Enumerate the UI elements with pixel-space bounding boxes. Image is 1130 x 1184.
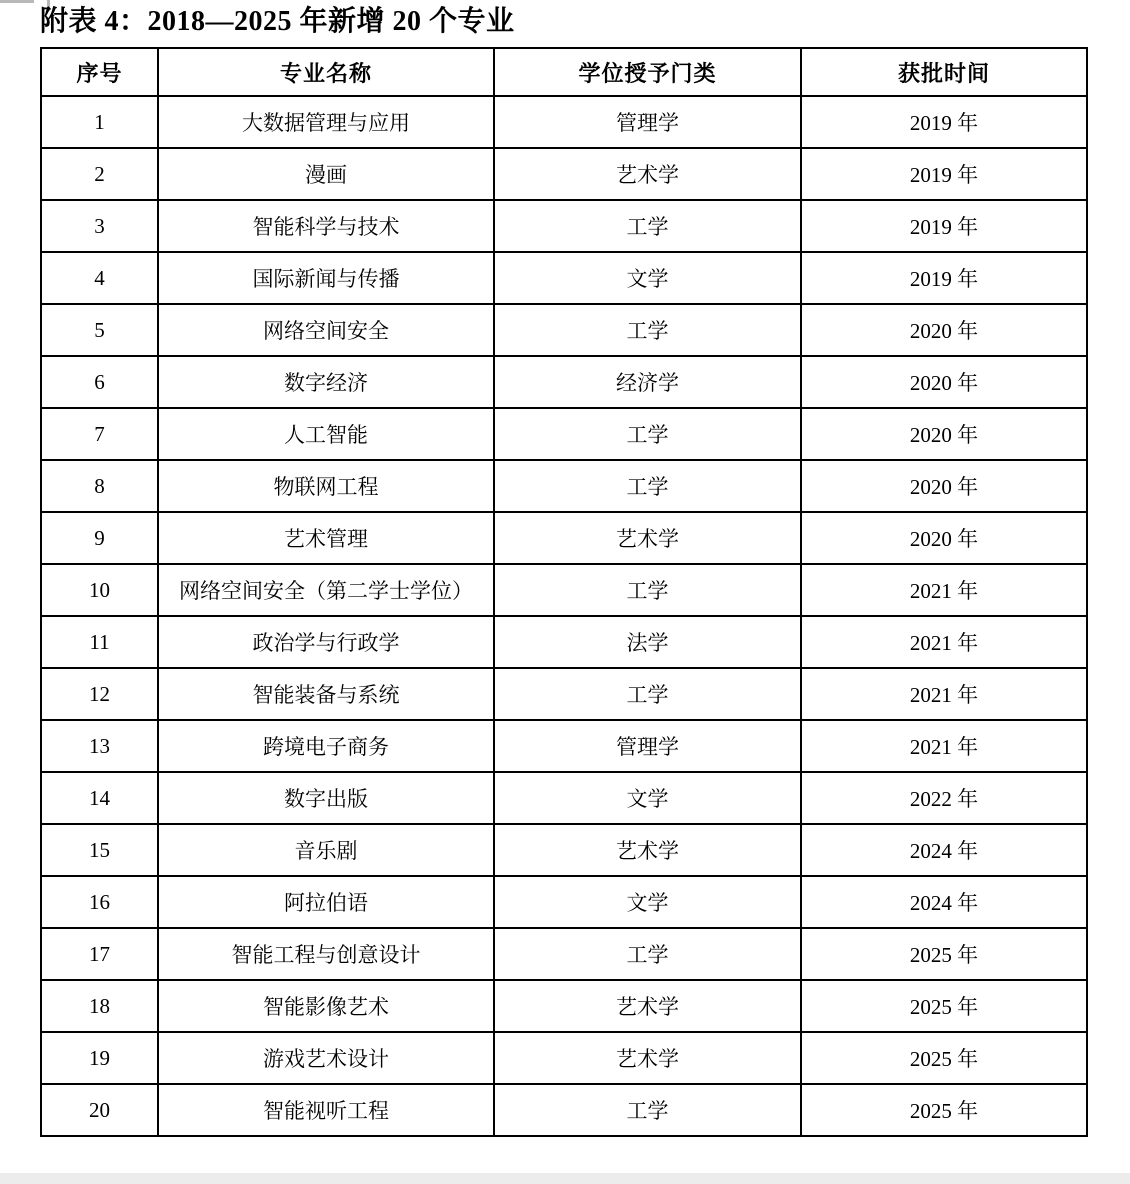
major-name-cell: 网络空间安全	[158, 304, 494, 356]
major-name-cell: 智能工程与创意设计	[158, 928, 494, 980]
table-row	[41, 148, 1087, 200]
row-number-cell: 9	[41, 512, 158, 564]
major-name-cell: 智能视听工程	[158, 1084, 494, 1136]
approval-time-cell: 2020 年	[801, 304, 1087, 356]
table-row	[41, 512, 1087, 564]
column-header-index: 序号	[41, 48, 158, 96]
table-row	[41, 1032, 1087, 1084]
table-row	[41, 928, 1087, 980]
row-number-cell: 2	[41, 148, 158, 200]
approval-time-cell: 2019 年	[801, 96, 1087, 148]
major-name-cell: 国际新闻与传播	[158, 252, 494, 304]
major-name-cell: 数字出版	[158, 772, 494, 824]
row-number-cell: 15	[41, 824, 158, 876]
row-number-cell: 17	[41, 928, 158, 980]
row-number-cell: 18	[41, 980, 158, 1032]
column-header-degree-category: 学位授予门类	[494, 48, 801, 96]
table-row	[41, 200, 1087, 252]
major-name-cell: 音乐剧	[158, 824, 494, 876]
degree-category-cell: 艺术学	[494, 148, 801, 200]
approval-time-cell: 2025 年	[801, 980, 1087, 1032]
degree-category-cell: 艺术学	[494, 980, 801, 1032]
table-row	[41, 564, 1087, 616]
table-row	[41, 720, 1087, 772]
degree-category-cell: 工学	[494, 668, 801, 720]
approval-time-cell: 2021 年	[801, 668, 1087, 720]
approval-time-cell: 2021 年	[801, 720, 1087, 772]
row-number-cell: 10	[41, 564, 158, 616]
row-number-cell: 16	[41, 876, 158, 928]
major-name-cell: 政治学与行政学	[158, 616, 494, 668]
table-row	[41, 876, 1087, 928]
table-header	[41, 48, 1087, 96]
approval-time-cell: 2025 年	[801, 928, 1087, 980]
degree-category-cell: 工学	[494, 1084, 801, 1136]
major-name-cell: 人工智能	[158, 408, 494, 460]
approval-time-cell: 2021 年	[801, 616, 1087, 668]
table-row	[41, 304, 1087, 356]
approval-time-cell: 2019 年	[801, 252, 1087, 304]
degree-category-cell: 经济学	[494, 356, 801, 408]
table-row	[41, 772, 1087, 824]
major-name-cell: 智能科学与技术	[158, 200, 494, 252]
page-title: 附表 4：2018—2025 年新增 20 个专业	[40, 6, 515, 37]
table-row	[41, 408, 1087, 460]
degree-category-cell: 管理学	[494, 96, 801, 148]
degree-category-cell: 工学	[494, 564, 801, 616]
majors-table	[40, 47, 1088, 1137]
row-number-cell: 8	[41, 460, 158, 512]
page-corner-artifact-horizontal	[0, 0, 34, 3]
degree-category-cell: 文学	[494, 252, 801, 304]
table-row	[41, 96, 1087, 148]
major-name-cell: 数字经济	[158, 356, 494, 408]
approval-time-cell: 2025 年	[801, 1032, 1087, 1084]
row-number-cell: 4	[41, 252, 158, 304]
degree-category-cell: 艺术学	[494, 1032, 801, 1084]
major-name-cell: 阿拉伯语	[158, 876, 494, 928]
approval-time-cell: 2020 年	[801, 356, 1087, 408]
approval-time-cell: 2020 年	[801, 408, 1087, 460]
page-bottom-strip	[0, 1173, 1130, 1184]
degree-category-cell: 法学	[494, 616, 801, 668]
row-number-cell: 13	[41, 720, 158, 772]
major-name-cell: 跨境电子商务	[158, 720, 494, 772]
approval-time-cell: 2024 年	[801, 824, 1087, 876]
row-number-cell: 20	[41, 1084, 158, 1136]
row-number-cell: 14	[41, 772, 158, 824]
row-number-cell: 11	[41, 616, 158, 668]
approval-time-cell: 2025 年	[801, 1084, 1087, 1136]
approval-time-cell: 2020 年	[801, 460, 1087, 512]
table-body	[41, 96, 1087, 1136]
approval-time-cell: 2020 年	[801, 512, 1087, 564]
degree-category-cell: 管理学	[494, 720, 801, 772]
major-name-cell: 智能影像艺术	[158, 980, 494, 1032]
header-row	[41, 48, 1087, 96]
row-number-cell: 12	[41, 668, 158, 720]
major-name-cell: 游戏艺术设计	[158, 1032, 494, 1084]
table-row	[41, 824, 1087, 876]
table-row	[41, 356, 1087, 408]
approval-time-cell: 2019 年	[801, 148, 1087, 200]
major-name-cell: 物联网工程	[158, 460, 494, 512]
row-number-cell: 19	[41, 1032, 158, 1084]
approval-time-cell: 2021 年	[801, 564, 1087, 616]
table-row	[41, 252, 1087, 304]
row-number-cell: 1	[41, 96, 158, 148]
row-number-cell: 6	[41, 356, 158, 408]
approval-time-cell: 2019 年	[801, 200, 1087, 252]
row-number-cell: 3	[41, 200, 158, 252]
table-row	[41, 980, 1087, 1032]
degree-category-cell: 工学	[494, 460, 801, 512]
degree-category-cell: 工学	[494, 408, 801, 460]
degree-category-cell: 文学	[494, 876, 801, 928]
major-name-cell: 智能装备与系统	[158, 668, 494, 720]
degree-category-cell: 工学	[494, 304, 801, 356]
approval-time-cell: 2024 年	[801, 876, 1087, 928]
major-name-cell: 漫画	[158, 148, 494, 200]
column-header-approval-time: 获批时间	[801, 48, 1087, 96]
major-name-cell: 艺术管理	[158, 512, 494, 564]
degree-category-cell: 艺术学	[494, 824, 801, 876]
degree-category-cell: 工学	[494, 928, 801, 980]
column-header-major-name: 专业名称	[158, 48, 494, 96]
major-name-cell: 大数据管理与应用	[158, 96, 494, 148]
table-row	[41, 616, 1087, 668]
degree-category-cell: 文学	[494, 772, 801, 824]
row-number-cell: 5	[41, 304, 158, 356]
table-row	[41, 1084, 1087, 1136]
degree-category-cell: 工学	[494, 200, 801, 252]
major-name-cell: 网络空间安全（第二学士学位）	[158, 564, 494, 616]
degree-category-cell: 艺术学	[494, 512, 801, 564]
row-number-cell: 7	[41, 408, 158, 460]
approval-time-cell: 2022 年	[801, 772, 1087, 824]
table-row	[41, 668, 1087, 720]
table-row	[41, 460, 1087, 512]
